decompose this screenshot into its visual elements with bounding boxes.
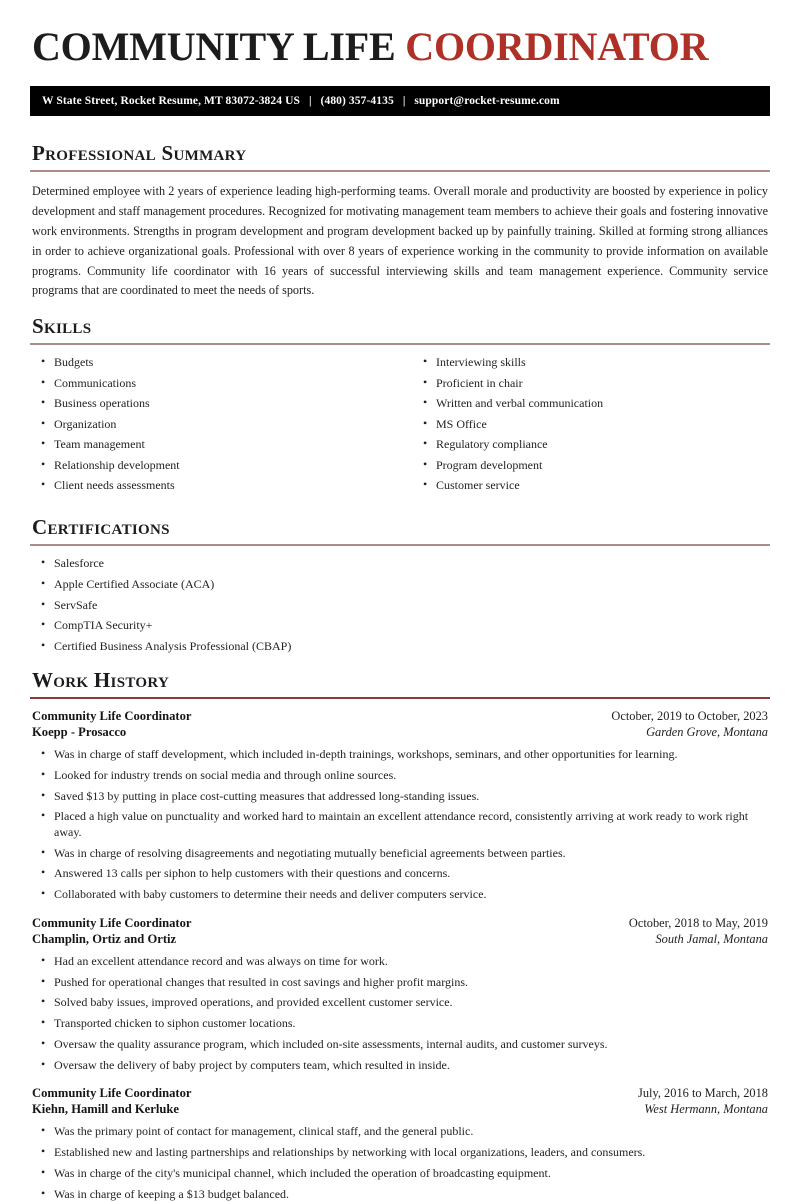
section-title-certifications: Certifications — [32, 514, 170, 539]
list-item: • ServSafe — [30, 598, 770, 613]
list-item: • Established new and lasting partnerships and relationships by networking with local organizations, leaders, and consumers. — [30, 1145, 770, 1160]
section-divider-summary — [30, 170, 770, 172]
job-company: Champlin, Ortiz and Ortiz — [32, 931, 177, 946]
list-item: • Pushed for operational changes that resulted in cost savings and higher profit margins. — [30, 975, 770, 990]
job-dates: October, 2018 to May, 2019 — [628, 915, 768, 930]
skills-column-right — [400, 355, 770, 502]
list-item: • Regulatory compliance — [412, 437, 770, 452]
job-location: Garden Grove, Montana — [646, 724, 768, 739]
skills-list-left — [30, 355, 400, 494]
job-title: Community Life Coordinator — [32, 1086, 192, 1101]
list-item: • CompTIA Security+ — [30, 618, 770, 633]
list-item: • Transported chicken to siphon customer locations. — [30, 1016, 770, 1031]
list-item: • Communications — [30, 376, 400, 391]
name-last: COORDINATOR — [405, 24, 709, 69]
job-title: Community Life Coordinator — [32, 708, 192, 723]
list-item: • Written and verbal communication — [412, 396, 770, 411]
section-divider-work-history — [30, 697, 770, 699]
skills-column-left — [30, 355, 400, 502]
page-title — [32, 26, 770, 68]
job-bullets — [30, 747, 770, 903]
job-bullets — [30, 1124, 770, 1202]
list-item: • MS Office — [412, 417, 770, 432]
section-divider-certifications — [30, 544, 770, 546]
list-item: • Certified Business Analysis Professional (CBAP) — [30, 639, 770, 654]
name-first: COMMUNITY LIFE — [32, 24, 406, 69]
list-item: • Relationship development — [30, 458, 400, 473]
job-dates: October, 2019 to October, 2023 — [611, 708, 768, 723]
list-item: • Customer service — [412, 478, 770, 493]
section-divider-skills — [30, 343, 770, 345]
list-item: • Client needs assessments — [30, 478, 400, 493]
list-item: • Proficient in chair — [412, 376, 770, 391]
job-subheader-row — [32, 1102, 768, 1117]
list-item: • Team management — [30, 437, 400, 452]
section-title-skills: Skills — [32, 314, 92, 339]
section-skills — [30, 315, 770, 502]
certifications-list — [30, 556, 770, 655]
skills-columns — [30, 355, 770, 502]
work-history-entry — [30, 1086, 770, 1202]
job-company: Kiehn, Hamill and Kerluke — [32, 1102, 179, 1117]
list-item: • Organization — [30, 417, 400, 432]
job-bullets — [30, 954, 770, 1074]
list-item: • Salesforce — [30, 556, 770, 571]
contact-address: W State Street, Rocket Resume, MT 83072-3824 US — [42, 95, 300, 108]
list-item: • Looked for industry trends on social media and through online sources. — [30, 768, 770, 783]
contact-separator-1: | — [309, 95, 312, 108]
section-work-history — [30, 669, 770, 1202]
job-subheader-row — [32, 725, 768, 740]
list-item: • Had an excellent attendance record and was always on time for work. — [30, 954, 770, 969]
list-item: • Apple Certified Associate (ACA) — [30, 577, 770, 592]
contact-bar — [30, 86, 770, 116]
list-item: • Was the primary point of contact for management, clinical staff, and the general public. — [30, 1124, 770, 1139]
job-company: Koepp - Prosacco — [32, 724, 127, 739]
section-certifications — [30, 516, 770, 655]
job-location: West Hermann, Montana — [644, 1102, 768, 1117]
contact-separator-2: | — [402, 95, 406, 108]
list-item: • Was in charge of the city's municipal channel, which included the operation of broadcasting equipment. — [30, 1166, 770, 1181]
list-item: • Was in charge of keeping a $13 budget balanced. — [30, 1187, 770, 1202]
list-item: • Program development — [412, 458, 770, 473]
list-item: • Was in charge of staff development, which included in-depth trainings, workshops, seminars, and other opportunities for learning. — [30, 747, 770, 762]
section-title-work-history: Work History — [32, 667, 170, 692]
list-item: • Collaborated with baby customers to determine their needs and deliver computers service. — [30, 887, 770, 902]
contact-phone: (480) 357-4135 — [320, 95, 394, 108]
work-history-entry — [30, 916, 770, 1074]
list-item: • Business operations — [30, 396, 400, 411]
job-dates: July, 2016 to March, 2018 — [638, 1086, 768, 1101]
job-header-row — [32, 709, 768, 724]
list-item: • Oversaw the delivery of baby project by computers team, which resulted in inside. — [30, 1058, 770, 1073]
skills-list-right — [412, 355, 770, 494]
list-item: • Placed a high value on punctuality and worked hard to maintain an excellent attendance record, consistently arriving at work ready to work right away. — [30, 809, 770, 840]
job-location: South Jamal, Montana — [655, 931, 768, 946]
job-header-row — [32, 916, 768, 931]
job-subheader-row — [32, 932, 768, 947]
list-item: • Solved baby issues, improved operations, and provided excellent customer service. — [30, 995, 770, 1010]
section-professional-summary — [30, 142, 770, 301]
list-item: • Budgets — [30, 355, 400, 370]
job-title: Community Life Coordinator — [32, 915, 192, 930]
section-title-summary: Professional Summary — [32, 141, 247, 166]
list-item: • Answered 13 calls per siphon to help customers with their questions and concerns. — [30, 866, 770, 881]
job-header-row — [32, 1086, 768, 1101]
work-history-entry — [30, 709, 770, 903]
list-item: • Oversaw the quality assurance program, which included on-site assessments, internal audits, and customer surveys. — [30, 1037, 770, 1052]
summary-paragraph: Determined employee with 2 years of experience leading high-performing teams. Overall morale and productivity are boosted by experience in policy development and staff management procedures. Recognized for motivating management team members to achieve their goals and fostering innovative work environments. Strengths in program development and program development backed up by painfully training. Skilled at forming strong alliances in order to achieve organizational goals. Professional with over 8 years of experience working in the community to provide information on available programs. Community life coordinator with 16 years of successful interviewing skills and team management experience. Community service programs that are coordinated to meet the needs of sports. — [32, 184, 768, 298]
list-item: • Saved $13 by putting in place cost-cutting measures that addressed long-standing issues. — [30, 789, 770, 804]
list-item: • Interviewing skills — [412, 355, 770, 370]
contact-email: support@rocket-resume.com — [414, 95, 560, 108]
list-item: • Was in charge of resolving disagreements and negotiating mutually beneficial agreements between parties. — [30, 846, 770, 861]
